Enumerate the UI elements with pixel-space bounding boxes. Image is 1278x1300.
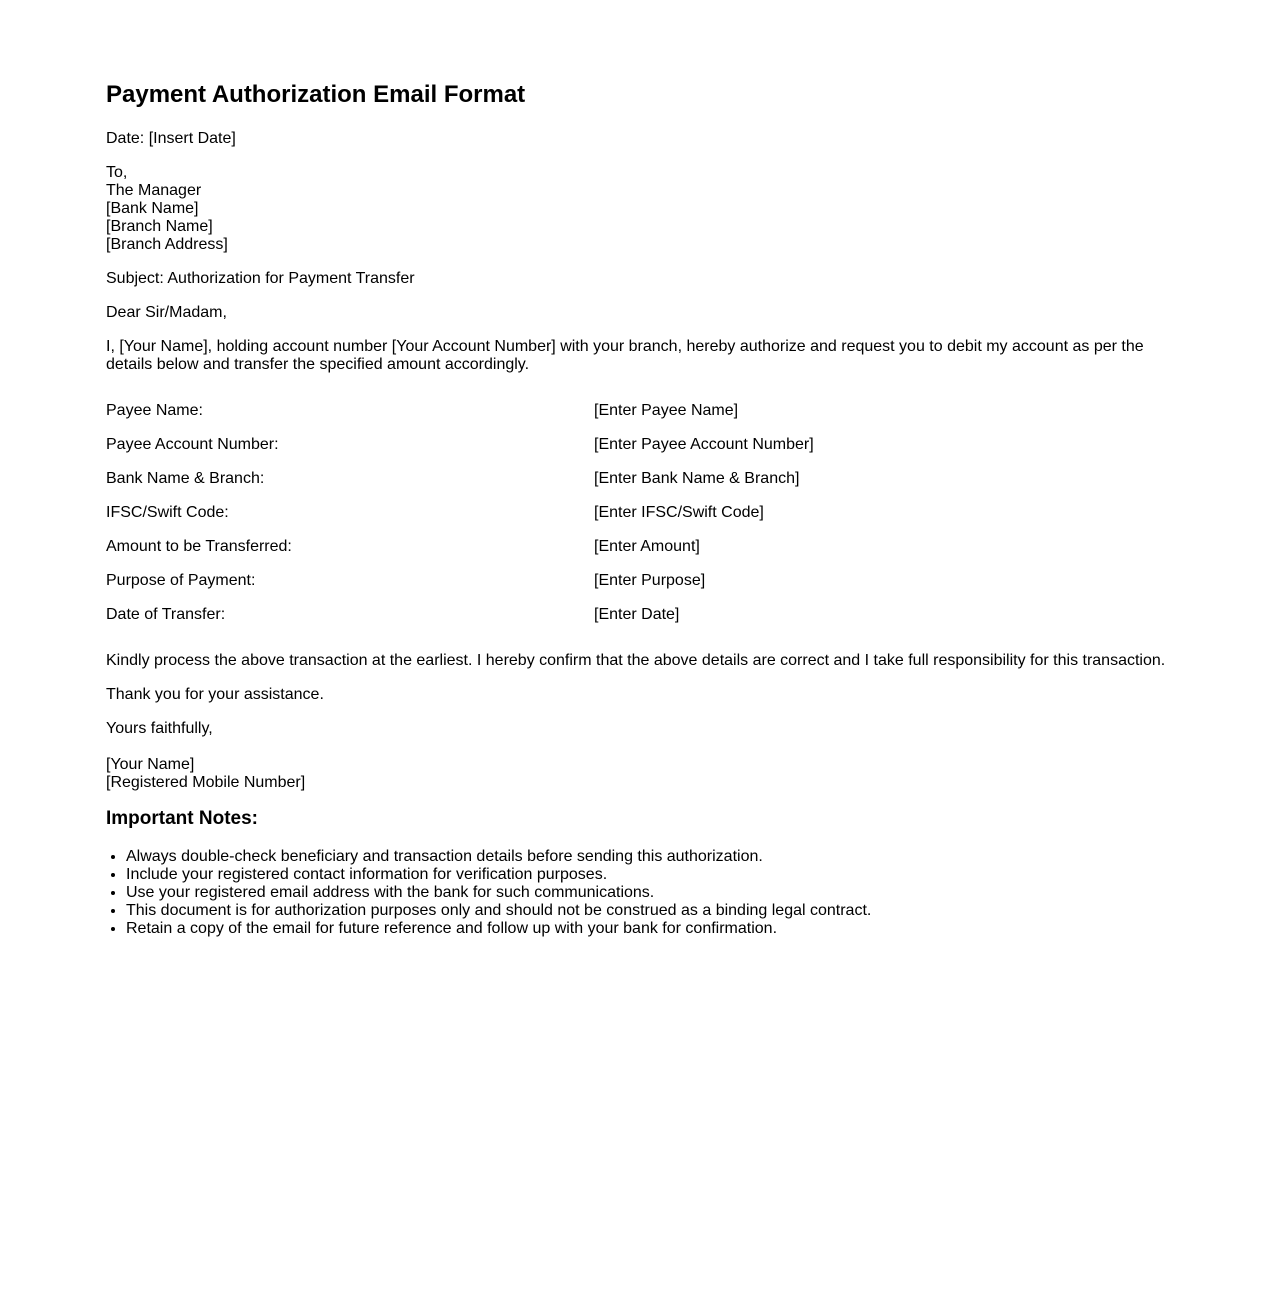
note-item: • Use your registered email address with the bank for such communications.: [126, 884, 1206, 902]
address-to: To,: [106, 164, 128, 181]
thanks-line: Thank you for your assistance.: [106, 686, 324, 703]
note-item: • Include your registered contact information for verification purposes.: [126, 866, 1206, 884]
note-item: • Retain a copy of the email for future reference and follow up with your bank for confirmation.: [126, 920, 1206, 938]
payment-details-table: [106, 402, 1166, 624]
subject-line: Subject: Authorization for Payment Transfer: [106, 270, 415, 287]
detail-label-payee-account: Payee Account Number:: [106, 436, 279, 453]
detail-value-purpose: [Enter Purpose]: [594, 572, 706, 589]
recipient-address: [106, 164, 1206, 254]
note-item: • This document is for authorization purposes only and should not be construed as a binding legal contract.: [126, 902, 1206, 920]
confirmation-paragraph: Kindly process the above transaction at the earliest. I hereby confirm that the above details are correct and I take full responsibility for this transaction.: [106, 652, 1166, 669]
detail-label-purpose: Purpose of Payment:: [106, 572, 256, 589]
detail-label-payee-name: Payee Name:: [106, 402, 203, 419]
address-bank-name: [Bank Name]: [106, 200, 199, 217]
detail-value-payee-account: [Enter Payee Account Number]: [594, 436, 814, 453]
address-branch-address: [Branch Address]: [106, 236, 228, 253]
detail-label-ifsc: IFSC/Swift Code:: [106, 504, 229, 521]
notes-heading: Important Notes:: [106, 808, 258, 829]
note-item: • Always double-check beneficiary and transaction details before sending this authorization.: [126, 848, 1206, 866]
signature-block: [106, 756, 1206, 792]
detail-label-amount: Amount to be Transferred:: [106, 538, 292, 555]
detail-value-transfer-date: [Enter Date]: [594, 606, 680, 623]
document-title: Payment Authorization Email Format: [106, 81, 526, 108]
detail-value-ifsc: [Enter IFSC/Swift Code]: [594, 504, 764, 521]
detail-label-transfer-date: Date of Transfer:: [106, 606, 226, 623]
detail-value-amount: [Enter Amount]: [594, 538, 700, 555]
sign-off: Yours faithfully,: [106, 720, 213, 737]
intro-paragraph: I, [Your Name], holding account number [Your Account Number] with your branch, hereby authorize and request you to debit my account as per the details below and transfer the specified amount accordingly.: [106, 338, 1144, 373]
notes-list: [106, 848, 1206, 938]
signature-mobile: [Registered Mobile Number]: [106, 774, 306, 791]
detail-label-bank-branch: Bank Name & Branch:: [106, 470, 265, 487]
address-manager: The Manager: [106, 182, 202, 199]
salutation: Dear Sir/Madam,: [106, 304, 227, 321]
address-branch-name: [Branch Name]: [106, 218, 213, 235]
date-line: Date: [Insert Date]: [106, 130, 236, 147]
signature-name: [Your Name]: [106, 756, 195, 773]
detail-value-bank-branch: [Enter Bank Name & Branch]: [594, 470, 800, 487]
detail-value-payee-name: [Enter Payee Name]: [594, 402, 739, 419]
